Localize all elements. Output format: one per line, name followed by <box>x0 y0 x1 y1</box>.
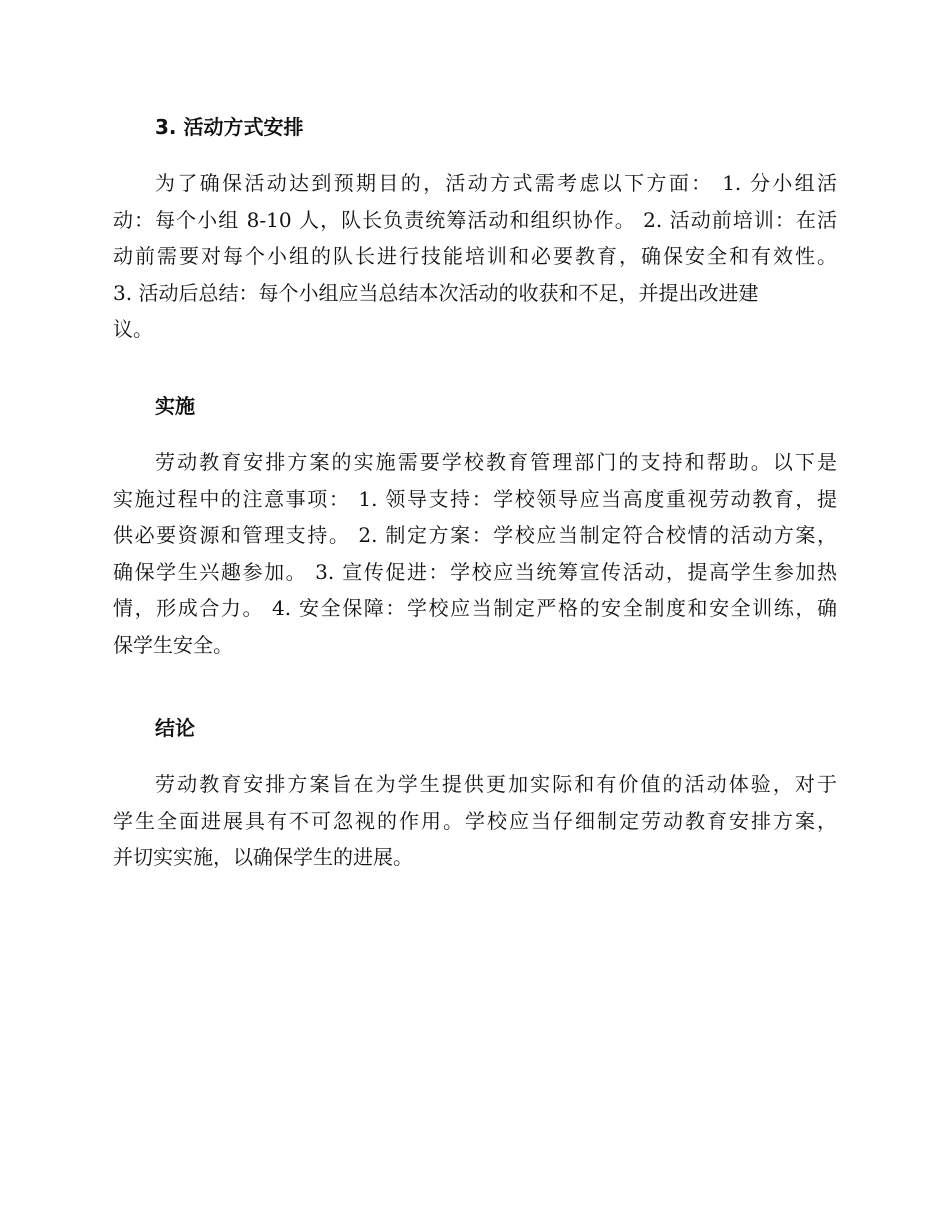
paragraph-line: 劳动教育安排方案旨在为学生提供更加实际和有价值的活动体验，对于 <box>155 772 837 796</box>
paragraph-line: 情，形成合力。 4. 安全保障：学校应当制定严格的安全制度和安全训练，确 <box>113 596 837 620</box>
paragraph-line: 实施过程中的注意事项： 1. 领导支持：学校领导应当高度重视劳动教育，提 <box>113 486 837 511</box>
paragraph-line: 议。 <box>113 317 153 341</box>
paragraph-line: 动前需要对每个小组的队长进行技能培训和必要教育，确保安全和有效性。 <box>113 244 837 268</box>
section-paragraph-conclusion <box>113 766 837 876</box>
section-heading-implementation: 实施 <box>155 394 195 418</box>
paragraph-line: 确保学生兴趣参加。 3. 宣传促进：学校应当统筹宣传活动，提高学生参加热 <box>113 559 837 584</box>
paragraph-line: 劳动教育安排方案的实施需要学校教育管理部门的支持和帮助。以下是 <box>155 450 837 474</box>
paragraph-line: 并切实实施，以确保学生的进展。 <box>113 845 413 869</box>
paragraph-line: 供必要资源和管理支持。 2. 制定方案：学校应当制定符合校情的活动方案， <box>113 523 837 547</box>
section-paragraph-implementation <box>113 444 837 663</box>
paragraph-line: 为了确保活动达到预期目的，活动方式需考虑以下方面： 1. 分小组活 <box>155 171 837 195</box>
section-heading-conclusion: 结论 <box>155 716 195 740</box>
section-paragraph-activity-arrangement <box>113 165 837 348</box>
paragraph-line: 动：每个小组 8-10 人，队长负责统筹活动和组织协作。 2. 活动前培训：在活 <box>113 207 837 232</box>
paragraph-line: 3. 活动后总结：每个小组应当总结本次活动的收获和不足，并提出改进建 <box>113 280 759 305</box>
section-heading-activity-arrangement: 3. 活动方式安排 <box>155 115 304 139</box>
paragraph-line: 学生全面进展具有不可忽视的作用。学校应当仔细制定劳动教育安排方案， <box>113 808 837 833</box>
paragraph-line: 保学生安全。 <box>113 632 233 657</box>
